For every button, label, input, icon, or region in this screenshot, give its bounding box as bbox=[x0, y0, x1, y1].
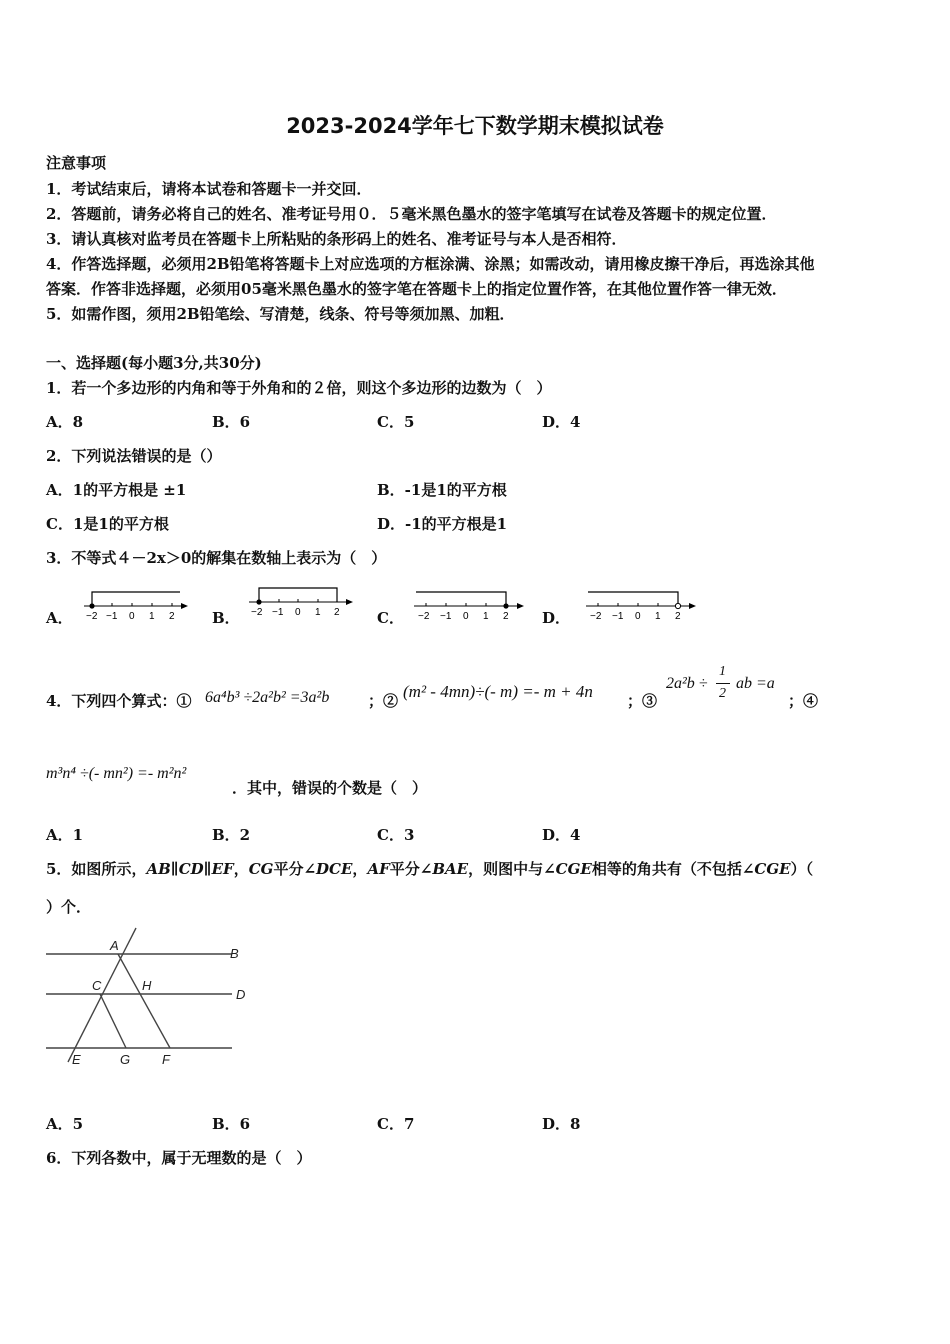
q4-expression-3a: 2a²b ÷ bbox=[666, 675, 708, 692]
q5-stem-math: ∠BAE bbox=[419, 860, 469, 878]
tick-label: −1 bbox=[272, 607, 284, 618]
q5-stem-part: 相等的角共有（不包括 bbox=[591, 860, 742, 878]
q4-option-b: B．2 bbox=[212, 826, 251, 844]
page-title: 2023-2024学年七下数学期末模拟试卷 bbox=[286, 114, 664, 138]
q2-option-c: C．1是1的平方根 bbox=[46, 515, 169, 533]
notice-line-2: 2．答题前，请务必将自己的姓名、准考证号用０．５毫米黑色墨水的签字笔填写在试卷及答题卡的规定位置． bbox=[46, 205, 777, 223]
q3-option-c-label: C． bbox=[377, 609, 404, 627]
notice-line-1: 1．考试结束后，请将本试卷和答题卡一并交回． bbox=[46, 180, 372, 198]
q4-separator-1: ；② bbox=[368, 692, 399, 710]
q5-stem-part: 平分 bbox=[389, 860, 420, 878]
tick-label: −1 bbox=[440, 611, 452, 622]
q3-number-line-a bbox=[80, 584, 192, 624]
notice-line-4: 4．作答选择题，必须用2B铅笔将答题卡上对应选项的方框涂满、涂黑；如需改动，请用橡皮擦干净后，再选涂其他 bbox=[46, 255, 815, 273]
q5-stem-math: ∠CGE bbox=[741, 860, 791, 878]
q5-stem-part: 5．如图所示， bbox=[46, 860, 147, 878]
q3-number-line-c bbox=[410, 584, 528, 624]
q5-stem-part: ， bbox=[233, 860, 249, 878]
q5-stem-part: ， bbox=[352, 860, 368, 878]
tick-label: −1 bbox=[106, 611, 118, 622]
q5-option-a: A．5 bbox=[46, 1115, 84, 1133]
tick-label: 1 bbox=[149, 611, 155, 622]
q5-stem-math: ∠DCE bbox=[303, 860, 353, 878]
q4-option-c: C．3 bbox=[377, 826, 415, 844]
q4-expression-1: 6a⁴b³ ÷2a²b² =3a²b bbox=[205, 689, 330, 706]
tick-label: 1 bbox=[315, 607, 321, 618]
q1-option-b: B．6 bbox=[212, 413, 251, 431]
q5-stem-math: AB∥CD∥EF bbox=[146, 860, 234, 878]
q4-tail: ．其中，错误的个数是（ ） bbox=[232, 779, 428, 797]
tick-label: 1 bbox=[655, 611, 661, 622]
q5-stem-math: CG bbox=[248, 860, 274, 878]
q3-number-line-d bbox=[582, 584, 700, 624]
tick-label: 0 bbox=[129, 611, 135, 622]
tick-label: 2 bbox=[334, 607, 340, 618]
q4-expression-4: m³n⁴ ÷(- mn²) =- m²n² bbox=[46, 765, 187, 782]
q4-option-d: D．4 bbox=[542, 826, 581, 844]
notice-line-5: 答案．作答非选择题，必须用05毫米黑色墨水的签字笔在答题卡上的指定位置作答，在其他位置作答一律无效． bbox=[46, 280, 787, 298]
q4-expression-2: (m² - 4mn)÷(- m) =- m + 4n bbox=[403, 682, 593, 701]
figure-label-g: G bbox=[120, 1052, 131, 1067]
section-heading: 一、选择题(每小题3分,共30分) bbox=[46, 354, 262, 372]
q4-fraction-bar bbox=[716, 683, 730, 684]
q5-figure bbox=[40, 920, 270, 1080]
tick-label: −2 bbox=[251, 607, 263, 618]
q4-expression-3b: ab =a bbox=[736, 675, 775, 692]
q5-stem-line-2: ）个． bbox=[46, 898, 92, 916]
q5-option-b: B．6 bbox=[212, 1115, 251, 1133]
q2-option-a: A．1的平方根是 ±1 bbox=[46, 481, 187, 499]
tick-label: 2 bbox=[503, 611, 509, 622]
q6-stem: 6．下列各数中，属于无理数的是（ ） bbox=[46, 1149, 312, 1167]
tick-label: −1 bbox=[612, 611, 624, 622]
figure-label-f: F bbox=[162, 1052, 170, 1067]
figure-label-c: C bbox=[92, 978, 102, 993]
q5-option-c: C．7 bbox=[377, 1115, 415, 1133]
q5-stem bbox=[46, 858, 813, 879]
tick-label: −2 bbox=[590, 611, 602, 622]
figure-label-a: A bbox=[110, 938, 119, 953]
figure-label-h: H bbox=[142, 978, 152, 993]
tick-label: 1 bbox=[483, 611, 489, 622]
notice-line-6: 5．如需作图，须用2B铅笔绘、写清楚，线条、符号等须加黑、加粗． bbox=[46, 305, 515, 323]
q5-option-d: D．8 bbox=[542, 1115, 581, 1133]
notice-heading: 注意事项 bbox=[46, 154, 107, 172]
q3-option-d-label: D． bbox=[542, 609, 571, 627]
tick-label: −2 bbox=[86, 611, 98, 622]
q4-fraction-numerator: 1 bbox=[719, 664, 726, 679]
tick-label: 0 bbox=[295, 607, 301, 618]
q3-number-line-b bbox=[245, 580, 357, 620]
figure-label-e: E bbox=[72, 1052, 81, 1067]
q1-stem: 1．若一个多边形的内角和等于外角和的２倍，则这个多边形的边数为（ ） bbox=[46, 379, 552, 397]
q4-separator-3: ；④ bbox=[788, 692, 819, 710]
q3-option-b-label: B． bbox=[212, 609, 240, 627]
q4-separator-2: ；③ bbox=[627, 692, 658, 710]
q1-option-d: D．4 bbox=[542, 413, 581, 431]
q3-option-a-label: A． bbox=[46, 609, 73, 627]
q2-option-d: D．-1的平方根是1 bbox=[377, 515, 508, 533]
notice-line-3: 3．请认真核对监考员在答题卡上所粘贴的条形码上的姓名、准考证号与本人是否相符． bbox=[46, 230, 627, 248]
q4-lead: 4．下列四个算式：① bbox=[46, 692, 192, 710]
tick-label: 0 bbox=[635, 611, 641, 622]
tick-label: 0 bbox=[463, 611, 469, 622]
figure-label-d: D bbox=[236, 987, 246, 1002]
q5-stem-part: 平分 bbox=[273, 860, 304, 878]
figure-label-b: B bbox=[230, 946, 239, 961]
q5-stem-part: ，则图中与 bbox=[468, 860, 544, 878]
tick-label: 2 bbox=[169, 611, 175, 622]
tick-label: 2 bbox=[675, 611, 681, 622]
q4-option-a: A．1 bbox=[46, 826, 84, 844]
q5-stem-part: ）（ bbox=[790, 860, 814, 878]
q1-option-a: A．8 bbox=[46, 413, 84, 431]
q2-option-b: B．-1是1的平方根 bbox=[377, 481, 507, 499]
q3-stem: 3．不等式４－2x＞0的解集在数轴上表示为（ ） bbox=[46, 549, 387, 567]
tick-label: −2 bbox=[418, 611, 430, 622]
q4-fraction-denominator: 2 bbox=[719, 686, 726, 701]
q2-stem: 2．下列说法错误的是（） bbox=[46, 447, 222, 465]
q5-stem-math: ∠CGE bbox=[543, 860, 592, 878]
q5-stem-math: AF bbox=[367, 860, 390, 878]
q1-option-c: C．5 bbox=[377, 413, 415, 431]
